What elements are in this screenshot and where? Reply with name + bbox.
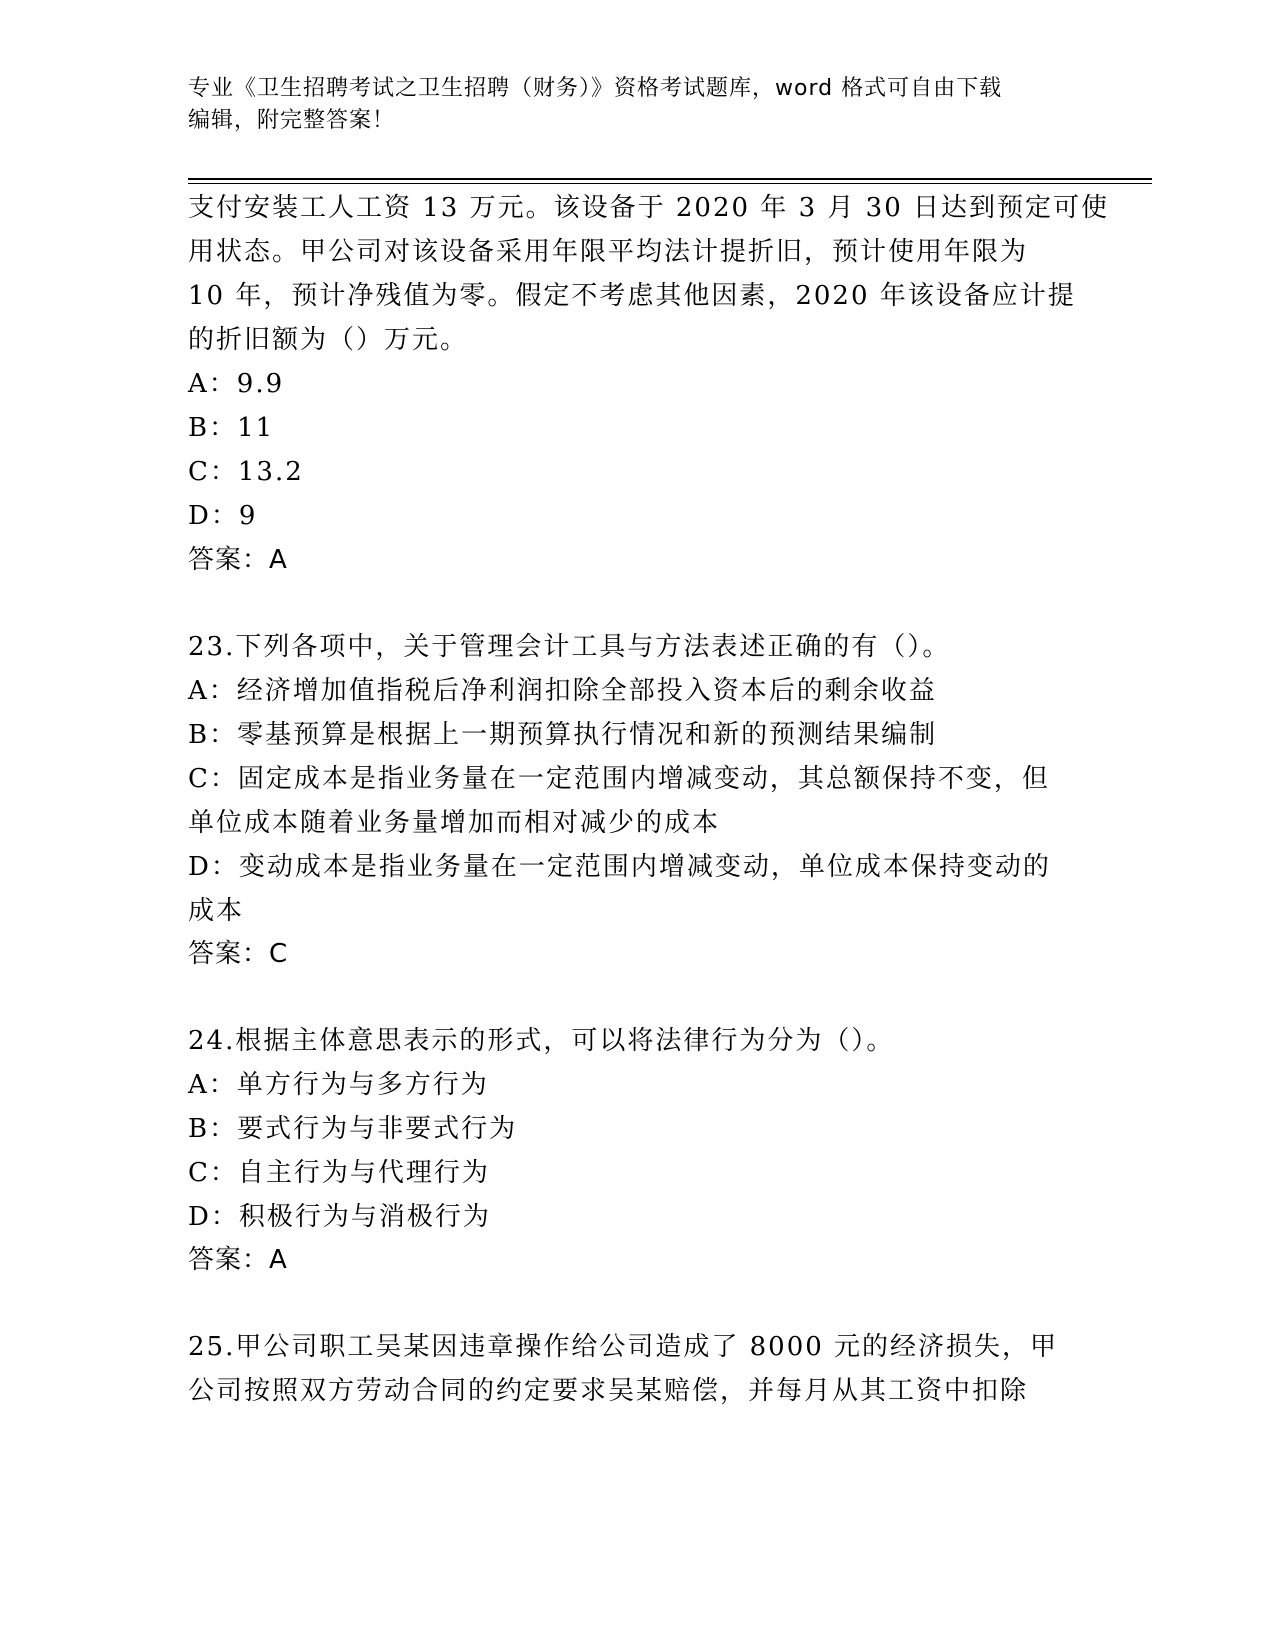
q24-option-c: C：自主行为与代理行为 — [188, 1158, 490, 1188]
header-rule-thin — [188, 183, 1152, 184]
q22-option-a: A：9.9 — [188, 369, 285, 399]
q22-text-line-1: 支付安装工人工资 13 万元。该设备于 2020 年 3 月 30 日达到预定可使 — [188, 193, 1109, 223]
header-line-1: 专业《卫生招聘考试之卫生招聘（财务）》资格考试题库，word 格式可自由下载 — [188, 76, 1003, 101]
document-header — [188, 73, 1068, 137]
q23-option-d-line-2: 成本 — [188, 896, 245, 926]
q23-option-b: B：零基预算是根据上一期预算执行情况和新的预测结果编制 — [188, 720, 938, 750]
q25-text-line-1: 25.甲公司职工吴某因违章操作给公司造成了 8000 元的经济损失，甲 — [188, 1332, 1059, 1362]
q23-option-c-line-2: 单位成本随着业务量增加而相对减少的成本 — [188, 808, 721, 838]
q24-option-a: A：单方行为与多方行为 — [188, 1070, 489, 1100]
q22-option-b: B：11 — [188, 413, 275, 443]
q23-option-c-line-1: C：固定成本是指业务量在一定范围内增减变动，其总额保持不变，但 — [188, 764, 1050, 794]
q22-text-line-3: 10 年，预计净残值为零。假定不考虑其他因素，2020 年该设备应计提 — [188, 281, 1076, 311]
q23-answer: 答案：C — [188, 939, 289, 969]
header-line-2: 编辑，附完整答案！ — [188, 108, 396, 133]
q24-text-line-1: 24.根据主体意思表示的形式，可以将法律行为分为（）。 — [188, 1026, 895, 1056]
q23-option-d-line-1: D：变动成本是指业务量在一定范围内增减变动，单位成本保持变动的 — [188, 852, 1051, 882]
q25-text-line-2: 公司按照双方劳动合同的约定要求吴某赔偿，并每月从其工资中扣除 — [188, 1376, 1029, 1406]
q22-text-line-4: 的折旧额为（）万元。 — [188, 325, 469, 355]
header-rule-thick — [188, 178, 1152, 180]
q23-text-line-1: 23.下列各项中，关于管理会计工具与方法表述正确的有（）。 — [188, 632, 951, 662]
q22-option-c: C：13.2 — [188, 457, 304, 487]
q22-option-d: D：9 — [188, 501, 258, 531]
q24-option-b: B：要式行为与非要式行为 — [188, 1114, 518, 1144]
q22-text-line-2: 用状态。甲公司对该设备采用年限平均法计提折旧，预计使用年限为 — [188, 237, 1029, 267]
q23-option-a: A：经济增加值指税后净利润扣除全部投入资本后的剩余收益 — [188, 676, 937, 706]
q24-option-d: D：积极行为与消极行为 — [188, 1202, 491, 1232]
q24-answer: 答案：A — [188, 1245, 288, 1275]
q22-answer: 答案：A — [188, 545, 288, 575]
